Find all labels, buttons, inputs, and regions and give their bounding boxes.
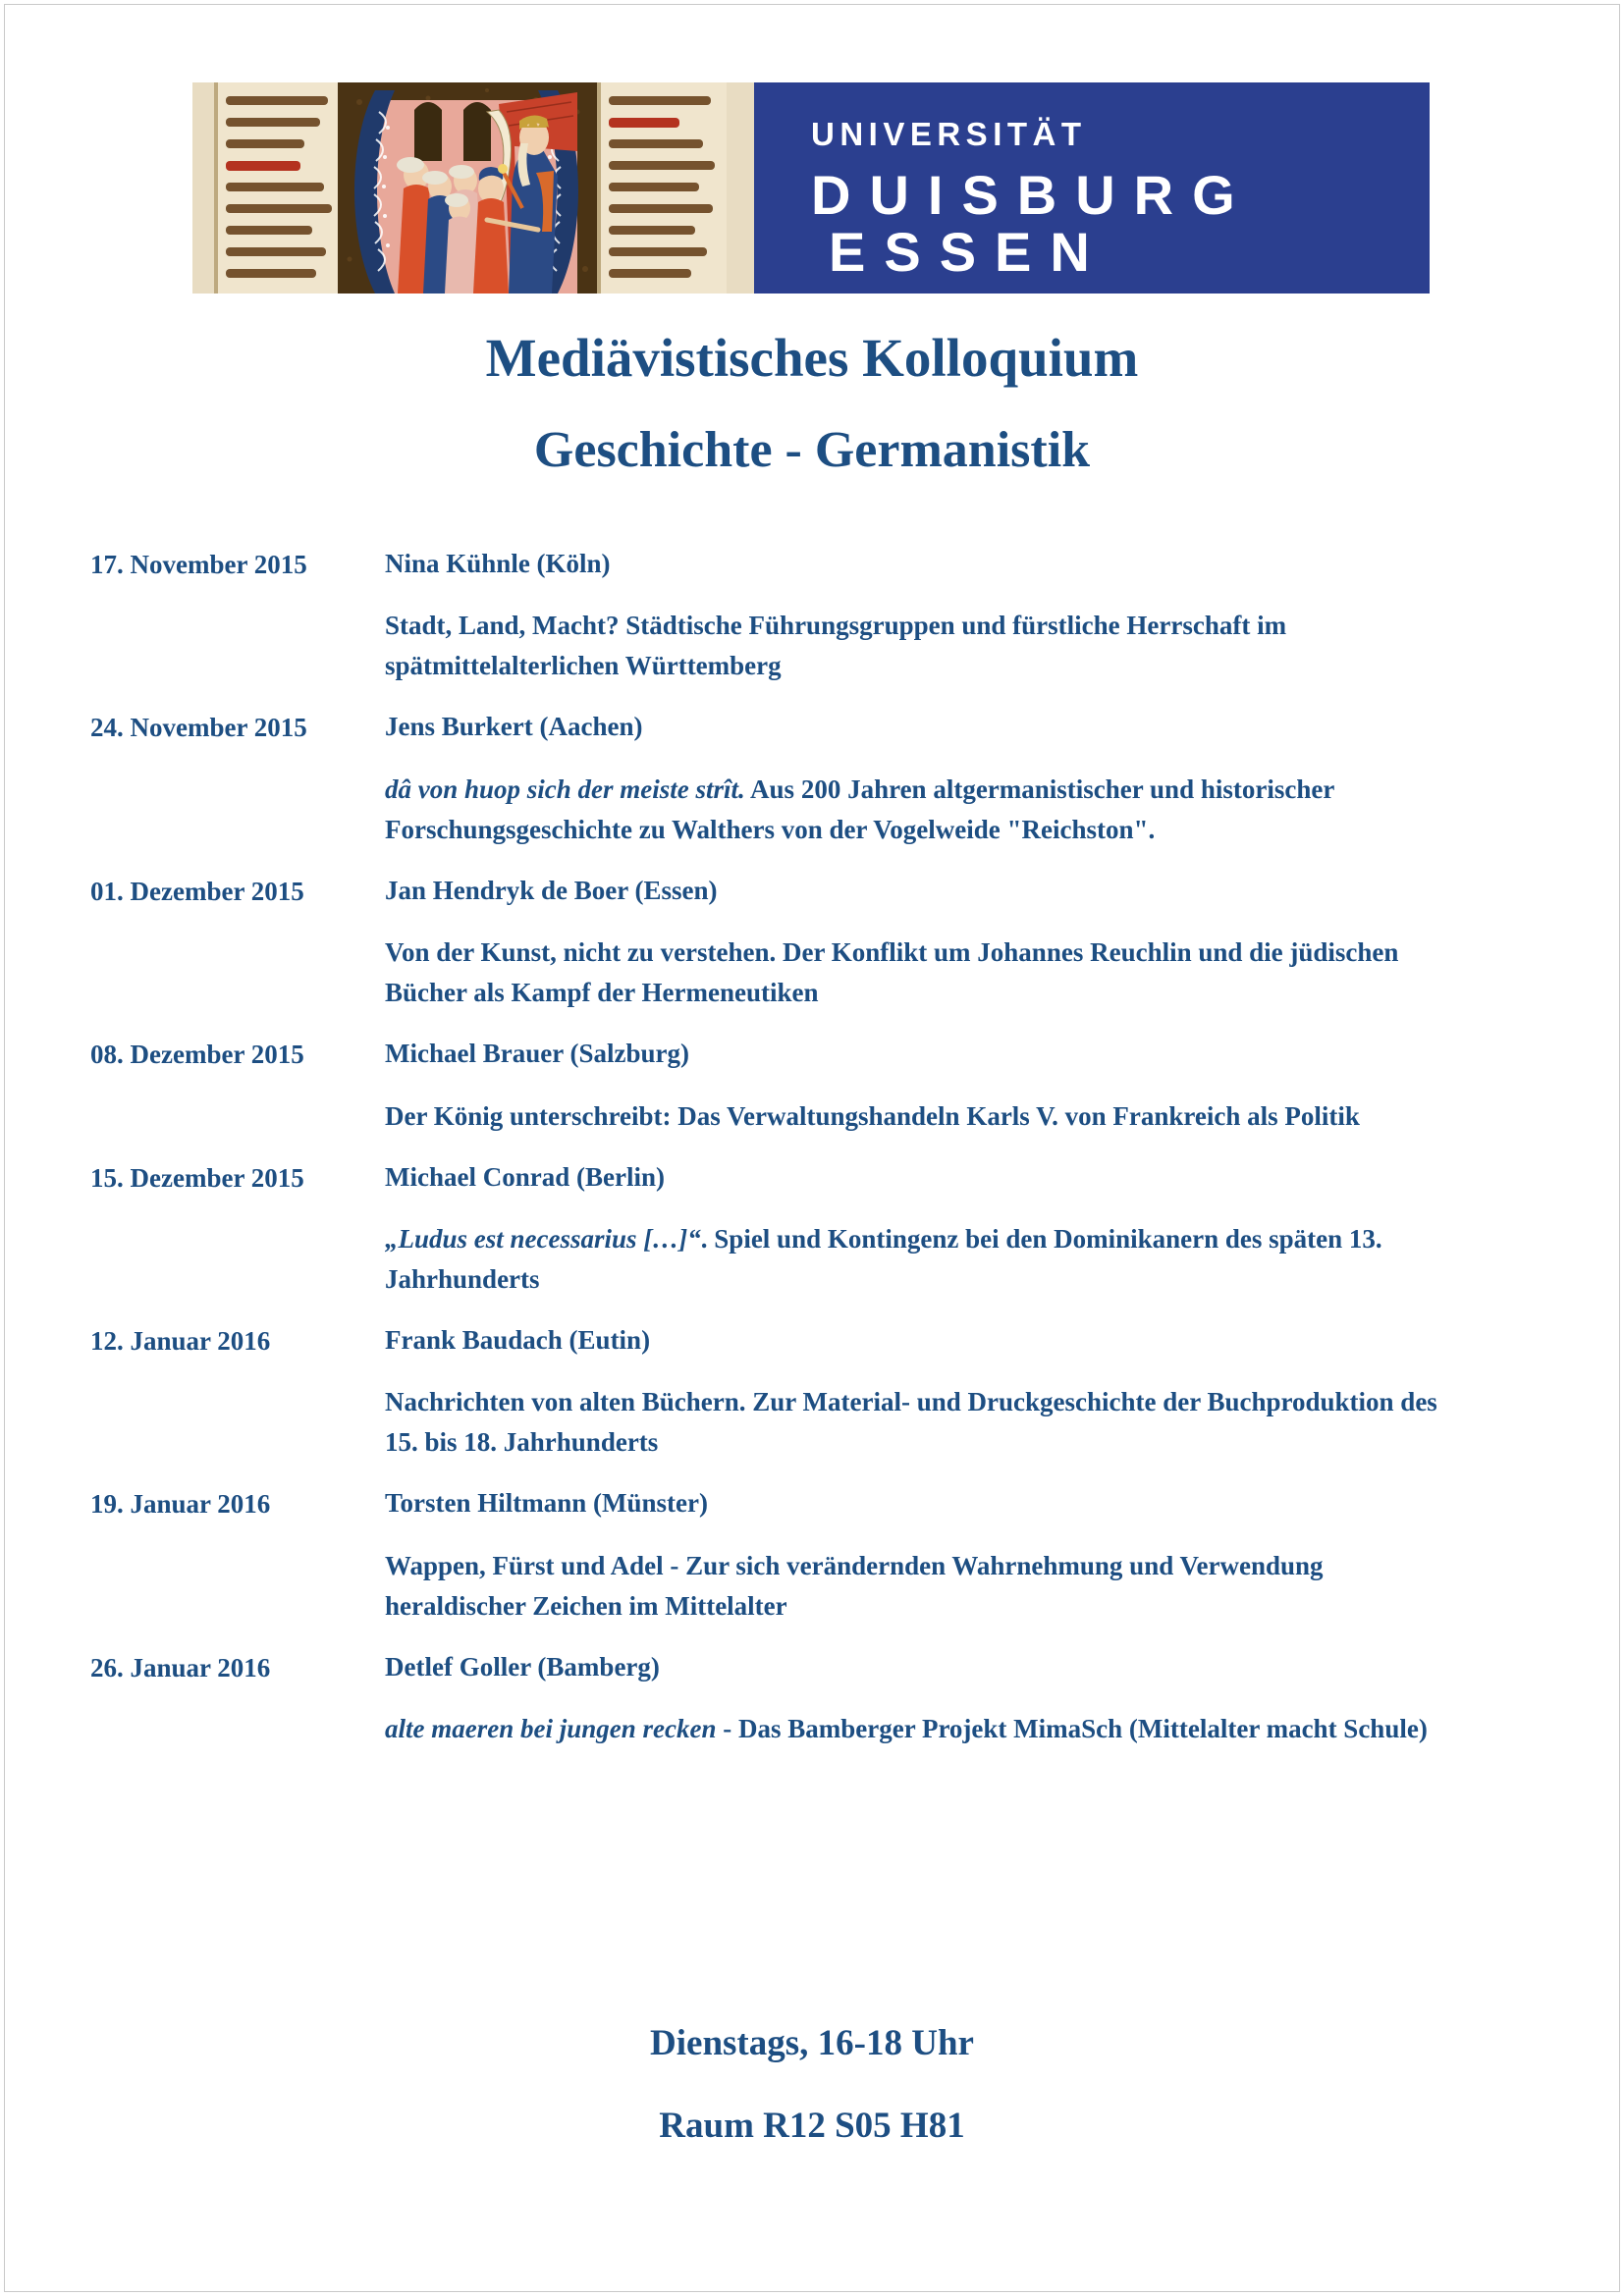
talk-title-italic-part: alte maeren bei jungen recken [385,1714,717,1744]
entry-body [385,1035,1543,1136]
entry-speaker: Michael Conrad (Berlin) [385,1161,665,1192]
entry-date: 12. Januar 2016 [90,1325,271,1356]
schedule-entry [90,1035,1543,1136]
schedule-entry [90,1321,1543,1463]
talk-title-italic-part: „Ludus est necessarius […]“ [385,1223,701,1254]
entry-talk-title [385,1219,1455,1300]
footer-block [0,2022,1624,2188]
header-banner [192,82,1430,294]
talk-title-part: . Spiel und Kontingenz bei den Dominikanern des späten 13. Jahrhunderts [385,1223,1382,1294]
entry-speaker: Detlef Goller (Bamberg) [385,1651,660,1682]
manuscript-illumination-image [192,82,754,294]
university-duisburg-essen-logo [754,82,1430,294]
talk-title-italic-part: dâ von huop sich der meiste strît. [385,774,745,804]
logo-line-essen: ESSEN [829,221,1109,283]
talk-title-part: Der König unterschreibt: Das Verwaltungshandeln Karls V. von Frankreich als Politik [385,1100,1360,1131]
entry-speaker: Nina Kühnle (Köln) [385,549,611,578]
talk-title-part: Wappen, Fürst und Adel - Zur sich verändernden Wahrnehmung und Verwendung heraldischer Zeichen im Mittelalter [385,1550,1324,1621]
entry-talk-title [385,1382,1455,1463]
entry-date: 08. Dezember 2015 [90,1040,304,1070]
entry-date: 15. Dezember 2015 [90,1162,304,1193]
schedule-entry [90,872,1543,1013]
talk-title-part: Stadt, Land, Macht? Städtische Führungsgruppen und fürstliche Herrschaft im spätmittelalterlichen Württemberg [385,611,1287,681]
entry-talk-title [385,1096,1455,1137]
entry-date: 17. November 2015 [90,550,307,579]
talk-title-part: Aus 200 Jahren altgermanistischer und historischer Forschungsgeschichte zu Walthers von der Vogelweide "Reichston". [385,774,1334,844]
title-block [0,324,1624,484]
schedule-entry [90,1484,1543,1626]
schedule-entry [90,1158,1543,1300]
entry-speaker: Jan Hendryk de Boer (Essen) [385,875,718,905]
talk-title-part: Von der Kunst, nicht zu verstehen. Der Konflikt um Johannes Reuchlin und die jüdischen Bücher als Kampf der Hermeneutiken [385,937,1399,1008]
entry-talk-title [385,606,1455,686]
entry-body [385,1648,1543,1749]
schedule-entry [90,1648,1543,1749]
entry-body [385,708,1543,849]
entry-body [385,872,1543,1013]
entry-talk-title [385,770,1455,850]
entry-body [385,1321,1543,1463]
entry-body [385,545,1543,686]
schedule-entry [90,545,1543,686]
entry-speaker: Frank Baudach (Eutin) [385,1324,651,1355]
entry-date: 01. Dezember 2015 [90,876,304,906]
logo-line-duisburg: DUISBURG [811,164,1254,226]
schedule-list [90,545,1543,1771]
entry-talk-title [385,1709,1455,1749]
entry-date: 26. Januar 2016 [90,1652,271,1682]
page-title: Mediävistisches Kolloquium [485,328,1139,388]
talk-title-part: - Das Bamberger Projekt MimaSch (Mittelalter macht Schule) [716,1714,1428,1744]
talk-title-part: Nachrichten von alten Büchern. Zur Material- und Druckgeschichte der Buchproduktion des 15. bis 18. Jahrhunderts [385,1387,1437,1458]
entry-date: 19. Januar 2016 [90,1489,271,1520]
logo-line-universitaet: UNIVERSITÄT [811,116,1087,152]
entry-speaker: Michael Brauer (Salzburg) [385,1039,689,1069]
entry-body [385,1484,1543,1626]
page-subtitle: Geschichte - Germanistik [533,422,1091,479]
schedule-entry [90,708,1543,849]
entry-talk-title [385,933,1455,1013]
entry-date: 24. November 2015 [90,713,307,743]
entry-talk-title [385,1546,1455,1627]
entry-speaker: Torsten Hiltmann (Münster) [385,1488,708,1519]
entry-speaker: Jens Burkert (Aachen) [385,712,643,742]
footer-time: Dienstags, 16-18 Uhr [650,2023,974,2063]
entry-body [385,1158,1543,1300]
footer-room: Raum R12 S05 H81 [659,2106,965,2147]
